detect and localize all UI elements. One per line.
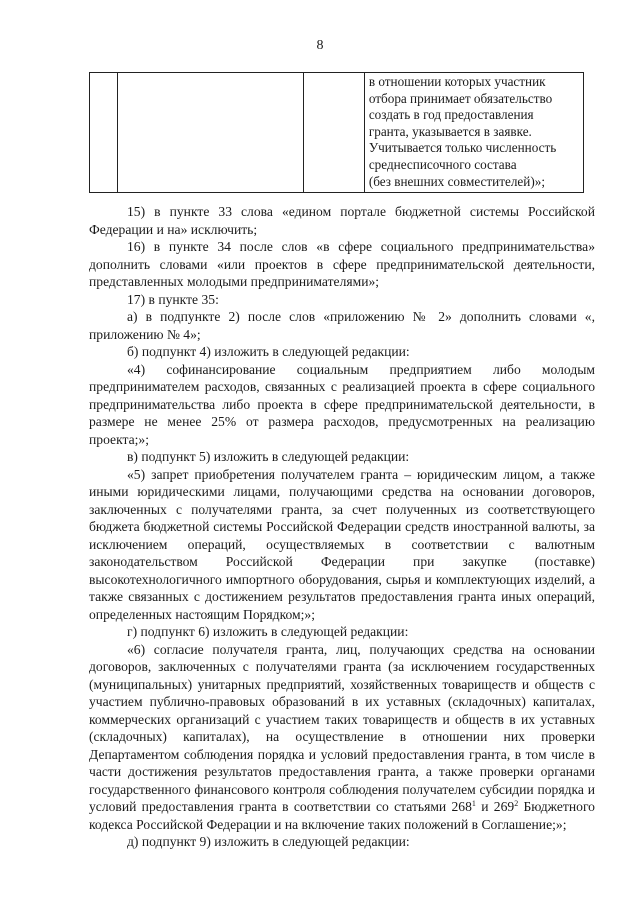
- cell-text-line: Учитывается только численность: [368, 140, 557, 156]
- table-cell-1: [90, 73, 118, 193]
- table-cell-2: [117, 73, 303, 193]
- paragraph-17g-text: [89, 641, 595, 834]
- cell-text-line: создать в год предоставления: [368, 107, 534, 123]
- document-body: [89, 203, 595, 851]
- paragraph-17g-text-a: «6) согласие получателя гранта, лиц, получающих средства на основании договоров, заключенных с получателями гранта (за исключением государственных (муниципальных) унитарных предприятий, хозяйственных товариществ и обществ с участием публично-правовых образований в их уставных (складочных) капиталах, коммерческих организаций с участием таких товариществ и обществ в их уставных (складочных) капиталах), на осуществление в отношении них проверки Департаментом соблюдения порядка и условий предоставления гранта, в том числе в части достижения результатов предоставления гранта, а также проверки органами государственного финансового контроля соблюдения получателем субсидии порядка и условий предоставления гранта в соответствии со статьями 268: [89, 641, 595, 814]
- cell-text-line: (без внешних совместителей)»;: [368, 173, 545, 189]
- table-row: [90, 73, 584, 193]
- table-cell-4: [364, 73, 583, 193]
- paragraph-17g-text-b: и 269: [475, 799, 515, 814]
- cell-text-line: в отношении которых участник: [368, 74, 546, 89]
- paragraph-17a: а) в подпункте 2) после слов «приложению № 2» дополнить словами «, приложению № 4»;: [89, 309, 595, 342]
- paragraph-17v-text: «5) запрет приобретения получателем гранта – юридическим лицом, а также иными юридическими лицами, получающими средства на основании договоров, заключенных с получателями гранта, за счет полученных из соответствующего бюджета бюджетной системы Российской Федерации средств иностранной валюты, за исключением операций, осуществляемых в соответствии с валютным законодательством Российской Федерации при закупке (поставке) высокотехнологичного импортного оборудования, сырья и комплектующих изделий, а также связанных с достижением результатов предоставления гранта иных операций, определенных настоящим Порядком;»;: [89, 466, 595, 622]
- paragraph-17v: в) подпункт 5) изложить в следующей редакции:: [127, 449, 410, 464]
- continuation-table: [89, 72, 584, 193]
- page-number: 8: [316, 38, 324, 53]
- cell-text-line: отбора принимает обязательство: [368, 90, 553, 106]
- superscript-2: 2: [514, 799, 519, 808]
- paragraph-17g-text-c: Бюджетного кодекса Российской Федерации и на включение таких положений в Соглашение;»;: [89, 799, 595, 832]
- superscript-1: 1: [471, 799, 476, 808]
- paragraph-17d: д) подпункт 9) изложить в следующей редакции:: [127, 834, 410, 849]
- paragraph-17b-text: «4) софинансирование социальным предприятием либо молодым предпринимателем расходов, связанных с реализацией проекта в сфере социального предпринимательства либо проекта в сфере предпринимательской деятельности, в размере не менее 25% от размера расходов, предусмотренных на реализацию проекта;»;: [89, 361, 595, 447]
- cell-text-line: среднесписочного состава: [368, 156, 517, 172]
- paragraph-16: 16) в пункте 34 после слов «в сфере социального предпринимательства» дополнить словами «или проектов в сфере предпринимательской деятельности, представленных молодыми предпринимателями»;: [89, 239, 595, 289]
- paragraph-17g: г) подпункт 6) изложить в следующей редакции:: [127, 624, 409, 639]
- paragraph-15: 15) в пункте 33 слова «едином портале бюджетной системы Российской Федерации и на» исключить;: [89, 204, 595, 237]
- paragraph-17: 17) в пункте 35:: [127, 291, 219, 307]
- paragraph-17b: б) подпункт 4) изложить в следующей редакции:: [127, 344, 410, 359]
- cell-text-line: гранта, указывается в заявке.: [368, 123, 532, 139]
- table-cell-3: [304, 73, 365, 193]
